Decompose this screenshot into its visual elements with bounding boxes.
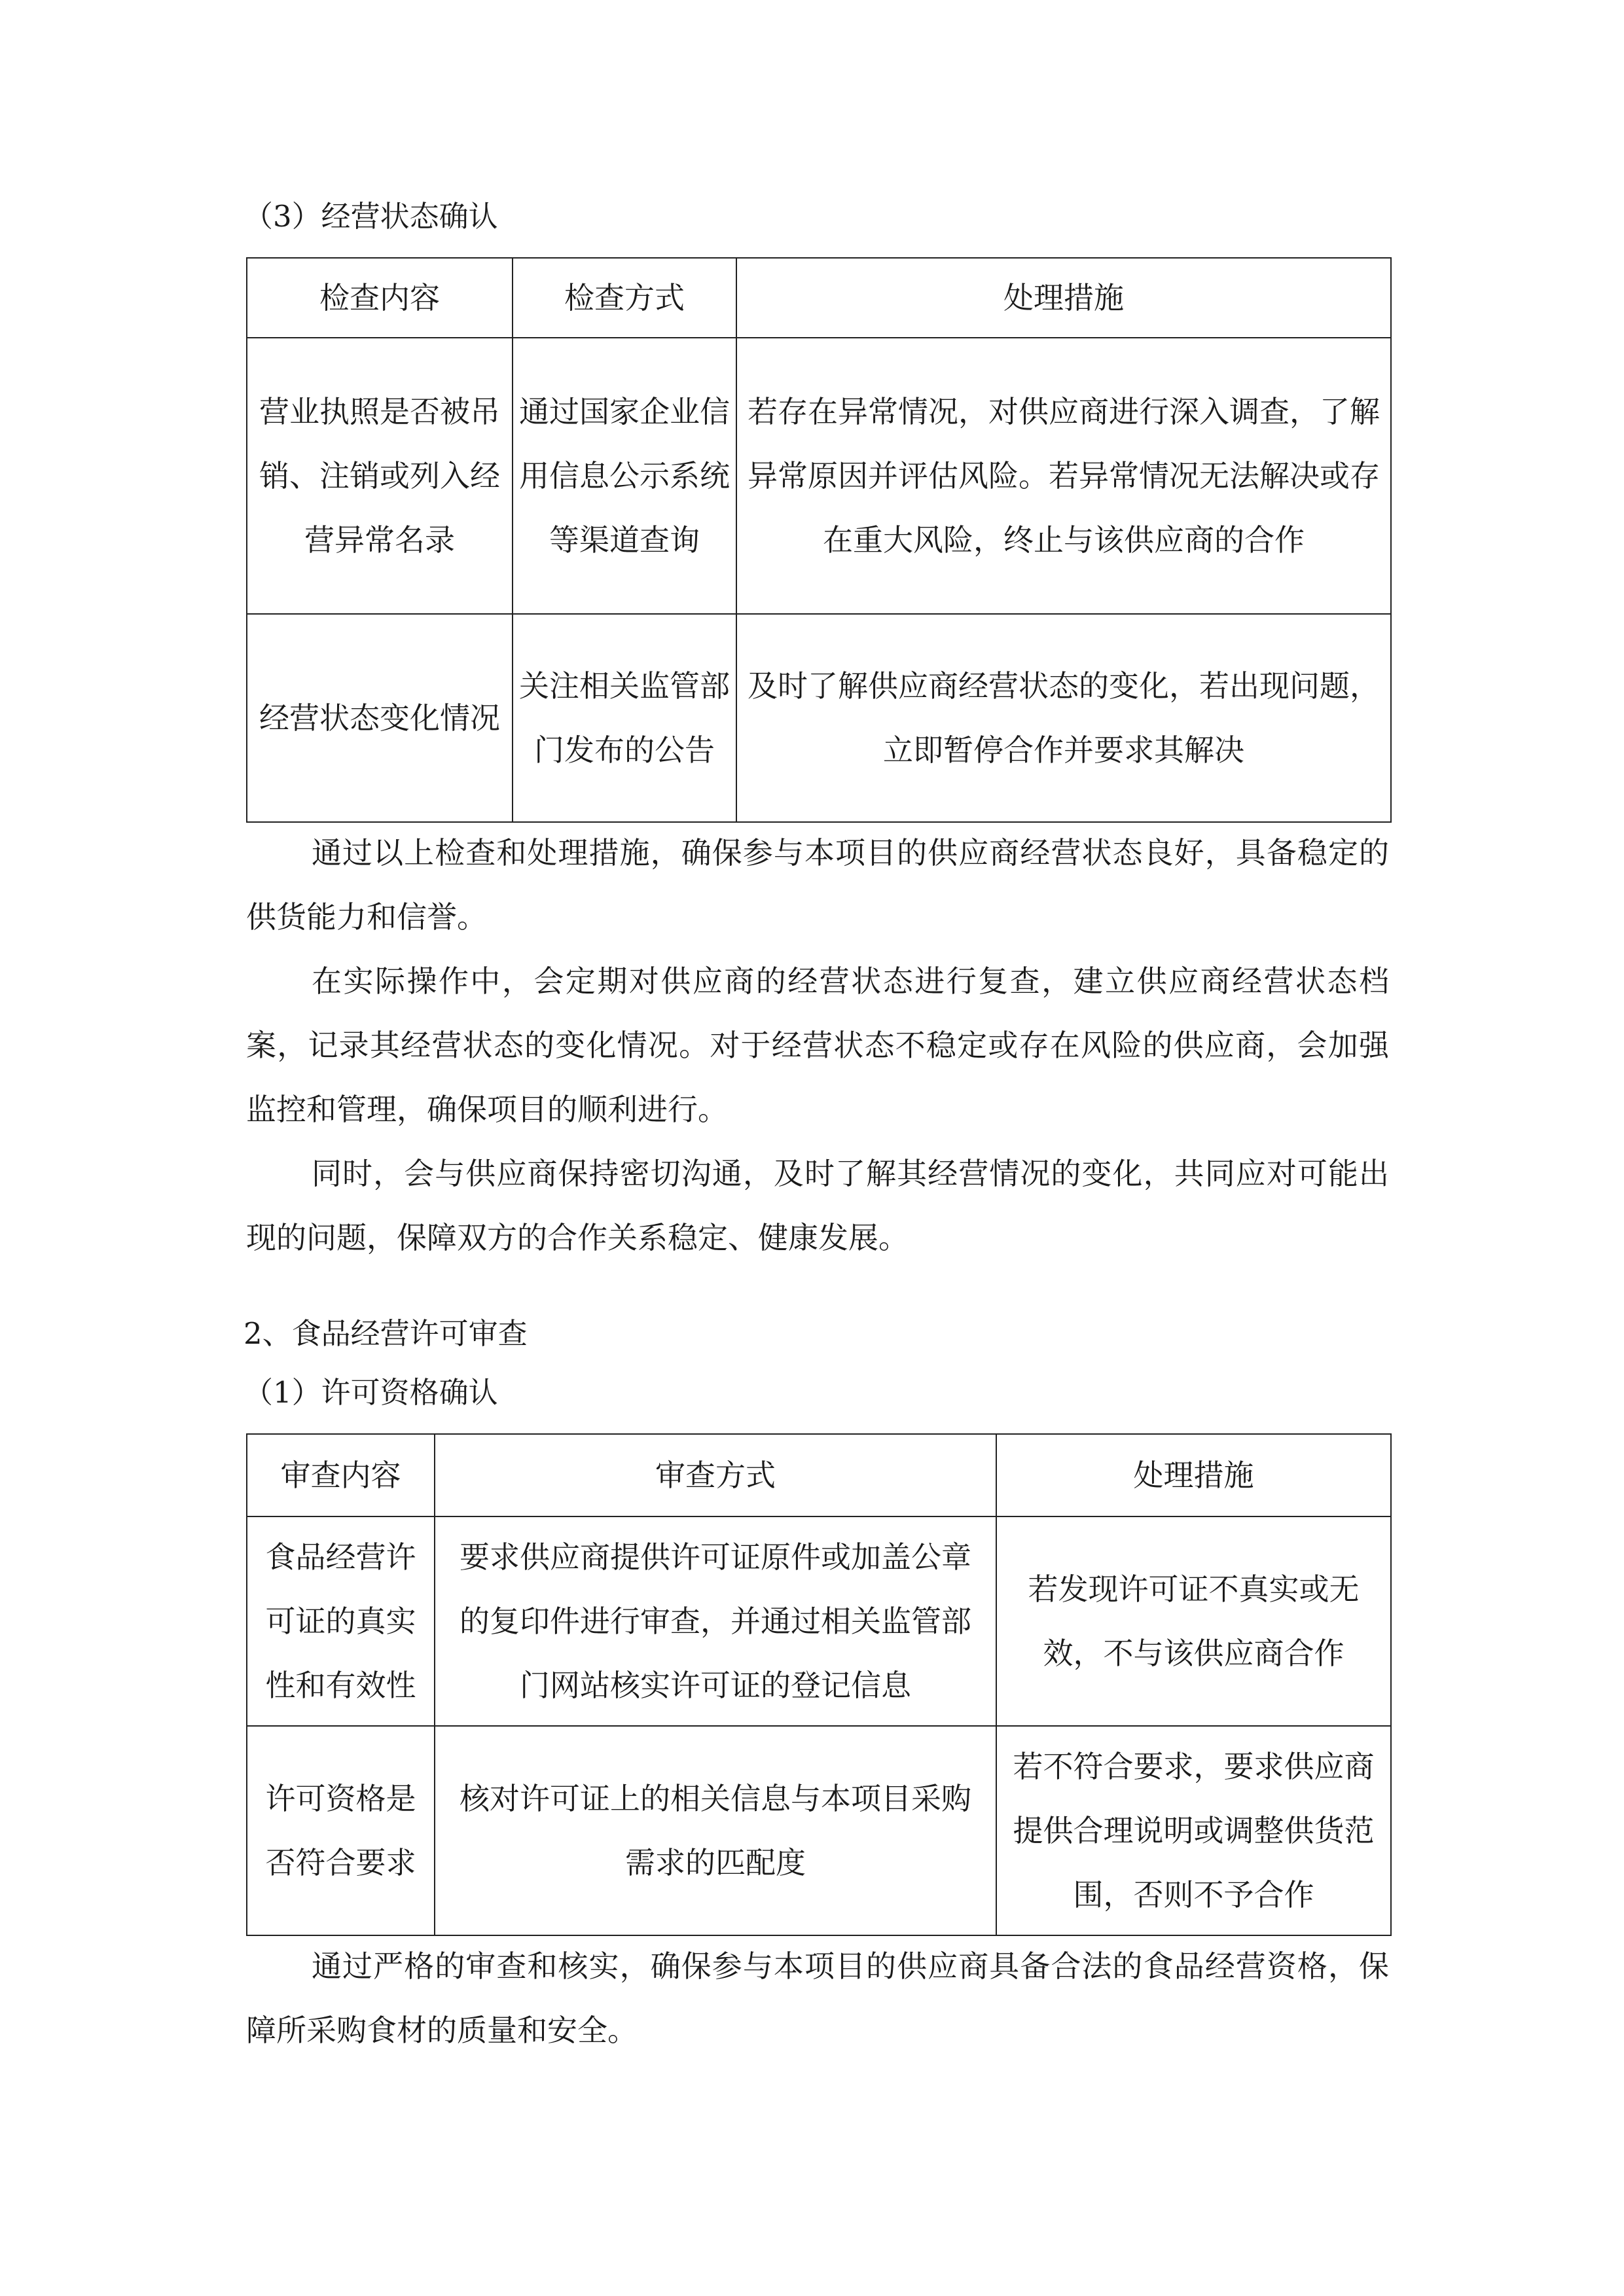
- table-cell: 许可资格是否符合要求: [247, 1726, 435, 1935]
- table-cell: 通过国家企业信用信息公示系统等渠道查询: [513, 338, 736, 614]
- license-review-table: [246, 1433, 1392, 1936]
- table-cell: 核对许可证上的相关信息与本项目采购需求的匹配度: [435, 1726, 996, 1935]
- table-cell: 要求供应商提供许可证原件或加盖公章的复印件进行审查，并通过相关监管部门网站核实许可证的登记信息: [435, 1516, 996, 1726]
- subsection-heading-license-qualification: （1）许可资格确认: [244, 1375, 498, 1410]
- paragraph: 同时，会与供应商保持密切沟通，及时了解其经营情况的变化，共同应对可能出现的问题，保障双方的合作关系稳定、健康发展。: [246, 1156, 1389, 1255]
- section-heading-food-license: 2、食品经营许可审查: [244, 1316, 528, 1351]
- paragraph: 通过以上检查和处理措施，确保参与本项目的供应商经营状态良好，具备稳定的供货能力和信誉。: [246, 835, 1389, 935]
- table-header-row: [247, 258, 1391, 338]
- operating-status-table: [246, 257, 1392, 823]
- table-cell: 若发现许可证不真实或无效，不与该供应商合作: [996, 1516, 1391, 1726]
- table-header-row: [247, 1434, 1391, 1516]
- header-review-method: 审查方式: [435, 1434, 996, 1516]
- header-review-content: 审查内容: [247, 1434, 435, 1516]
- header-handling-measures: 处理措施: [996, 1434, 1391, 1516]
- table-cell: 若不符合要求，要求供应商提供合理说明或调整供货范围，否则不予合作: [996, 1726, 1391, 1935]
- table-cell: 食品经营许可证的真实性和有效性: [247, 1516, 435, 1726]
- table-cell: 营业执照是否被吊销、注销或列入经营异常名录: [247, 338, 513, 614]
- header-check-content: 检查内容: [247, 258, 513, 338]
- paragraph: 在实际操作中，会定期对供应商的经营状态进行复查，建立供应商经营状态档案，记录其经营状态的变化情况。对于经营状态不稳定或存在风险的供应商，会加强监控和管理，确保项目的顺利进行。: [246, 963, 1389, 1127]
- table-row: [247, 1516, 1391, 1726]
- table-row: [247, 614, 1391, 822]
- table-cell: 关注相关监管部门发布的公告: [513, 614, 736, 822]
- table-cell: 若存在异常情况，对供应商进行深入调查，了解异常原因并评估风险。若异常情况无法解决或存在重大风险，终止与该供应商的合作: [736, 338, 1391, 614]
- header-check-method: 检查方式: [513, 258, 736, 338]
- table-cell: 经营状态变化情况: [247, 614, 513, 822]
- header-handling-measures: 处理措施: [736, 258, 1391, 338]
- section-heading-operating-status: （3）经营状态确认: [244, 199, 498, 234]
- table-cell: 及时了解供应商经营状态的变化，若出现问题，立即暂停合作并要求其解决: [736, 614, 1391, 822]
- table-row: [247, 1726, 1391, 1935]
- table-row: [247, 338, 1391, 614]
- paragraph: 通过严格的审查和核实，确保参与本项目的供应商具备合法的食品经营资格，保障所采购食材的质量和安全。: [246, 1948, 1389, 2048]
